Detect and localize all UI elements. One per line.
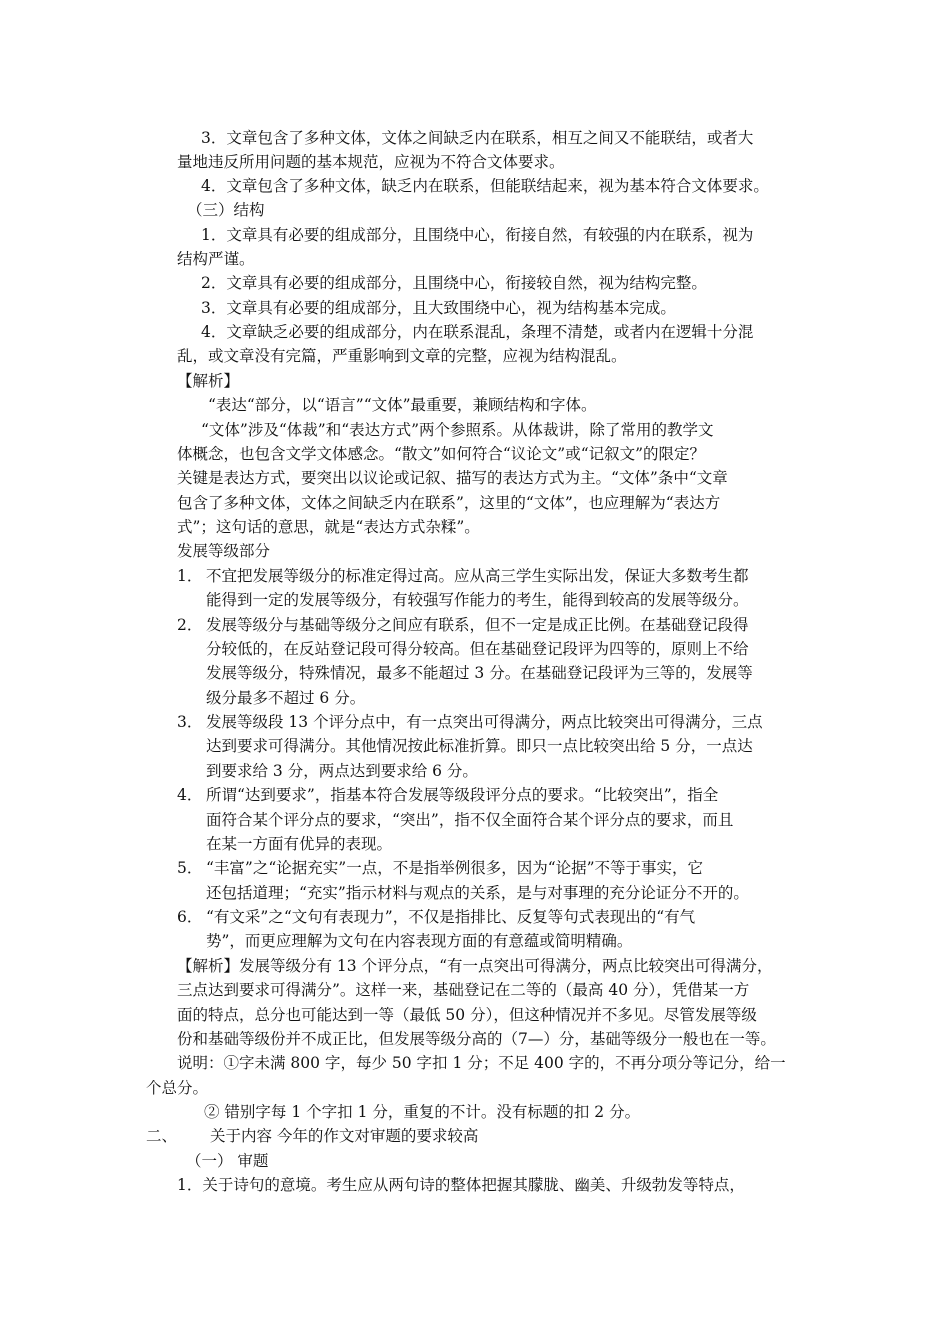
text-line: 1．关于诗句的意境。考生应从两句诗的整体把握其朦胧、幽美、升级勃发等特点， xyxy=(177,1176,745,1194)
list-number: 3． xyxy=(177,713,203,731)
list-item: 还包括道理；“充实”指示材料与观点的关系，是与对事理的充分论证分不开的。 xyxy=(206,884,749,902)
subsection-heading: （一） 审题 xyxy=(186,1152,269,1170)
list-item: 发展等级分与基础等级分之间应有联系，但不一定是成正比例。在基础登记段得 xyxy=(206,616,749,634)
list-item: 发展等级段 13 个评分点中，有一点突出可得满分，两点比较突出可得满分，三点 xyxy=(206,713,763,731)
list-item: 分较低的，在反站登记段可得分较高。但在基础登记段评为四等的，原则上不给 xyxy=(206,640,749,658)
text-line: 乱，或文章没有完篇，严重影响到文章的完整，应视为结构混乱。 xyxy=(177,347,627,365)
text-line: 关键是表达方式，要突出以议论或记叙、描写的表达方式为主。“文体”条中“文章 xyxy=(177,469,728,487)
section-heading: （三）结构 xyxy=(187,201,265,219)
text-line: “文体”涉及“体裁”和“表达方式”两个参照系。从体裁讲，除了常用的教学文 xyxy=(201,421,714,439)
list-number: 2． xyxy=(177,616,203,634)
text-line: 份和基础等级份并不成正比，但发展等级分高的（7—）分，基础等级分一般也在一等。 xyxy=(177,1030,776,1048)
section-heading: 关于内容 今年的作文对审题的要求较高 xyxy=(210,1127,479,1145)
list-item: 到要求给 3 分，两点达到要求给 6 分。 xyxy=(206,762,478,780)
list-item: 发展等级分，特殊情况，最多不能超过 3 分。在基础登记段评为三等的，发展等 xyxy=(206,664,753,682)
text-line: 4．文章缺乏必要的组成部分，内在联系混乱，条理不清楚，或者内在逻辑十分混 xyxy=(201,323,754,341)
note-line: 个总分。 xyxy=(146,1079,209,1097)
text-line: 2．文章具有必要的组成部分，且围绕中心，衔接较自然，视为结构完整。 xyxy=(201,274,707,292)
list-item: 所谓“达到要求”，指基本符合发展等级段评分点的要求。“比较突出”，指全 xyxy=(206,786,719,804)
text-line: 4．文章包含了多种文体，缺乏内在联系，但能联结起来，视为基本符合文体要求。 xyxy=(201,177,769,195)
text-line: 包含了多种文体，文体之间缺乏内在联系”，这里的“文体”，也应理解为“表达方 xyxy=(177,494,721,512)
text-line: 1．文章具有必要的组成部分，且围绕中心，衔接自然，有较强的内在联系，视为 xyxy=(201,226,754,244)
list-item: 不宜把发展等级分的标准定得过高。应从高三学生实际出发，保证大多数考生都 xyxy=(206,567,749,585)
list-item: 势”，而更应理解为文句在内容表现方面的有意蕴或简明精确。 xyxy=(206,932,633,950)
list-number: 6． xyxy=(177,908,203,926)
note-line: 说明：①字未满 800 字，每少 50 字扣 1 分；不足 400 字的，不再分项分等记分，给一 xyxy=(177,1054,786,1072)
text-line: 结构严谨。 xyxy=(177,250,255,268)
text-line: 量地违反所用问题的基本规范，应视为不符合文体要求。 xyxy=(177,153,565,171)
list-number: 4． xyxy=(177,786,203,804)
note-line: ② 错别字每 1 个字扣 1 分，重复的不计。没有标题的扣 2 分。 xyxy=(204,1103,641,1121)
list-item: 能得到一定的发展等级分，有较强写作能力的考生，能得到较高的发展等级分。 xyxy=(206,591,749,609)
list-item: “有文采”之“文句有表现力”，不仅是指排比、反复等句式表现出的“有气 xyxy=(206,908,696,926)
list-item: 级分最多不超过 6 分。 xyxy=(206,689,366,707)
text-line: 【解析】发展等级分有 13 个评分点，“有一点突出可得满分，两点比较突出可得满分， xyxy=(177,957,773,975)
section-number: 二、 xyxy=(146,1127,178,1145)
list-number: 1． xyxy=(177,567,203,585)
list-number: 5． xyxy=(177,859,203,877)
analysis-heading: 【解析】 xyxy=(177,372,240,390)
list-item: 达到要求可得满分。其他情况按此标准折算。即只一点比较突出给 5 分，一点达 xyxy=(206,737,753,755)
text-line: 面的特点，总分也可能达到一等（最低 50 分），但这种情况并不多见。尽管发展等级 xyxy=(177,1006,757,1024)
text-line: 式”；这句话的意思，就是“表达方式杂糅”。 xyxy=(177,518,480,536)
text-line: 体概念，也包含文学文体感念。“散文”如何符合“议论文”或“记叙文”的限定？ xyxy=(177,445,706,463)
list-item: 面符合某个评分点的要求，“突出”，指不仅全面符合某个评分点的要求，而且 xyxy=(206,811,734,829)
text-line: 三点达到要求可得满分”。这样一来，基础登记在二等的（最高 40 分），凭借某一方 xyxy=(177,981,750,999)
list-item: 在某一方面有优异的表现。 xyxy=(206,835,393,853)
list-item: “丰富”之“论据充实”一点，不是指举例很多，因为“论据”不等于事实，它 xyxy=(206,859,704,877)
text-line: “表达“部分，以“语言”“文体”最重要，兼顾结构和字体。 xyxy=(208,396,597,414)
text-line: 3．文章具有必要的组成部分，且大致围绕中心，视为结构基本完成。 xyxy=(201,299,676,317)
section-heading: 发展等级部分 xyxy=(177,542,271,560)
text-line: 3．文章包含了多种文体，文体之间缺乏内在联系，相互之间又不能联结，或者大 xyxy=(201,129,754,147)
